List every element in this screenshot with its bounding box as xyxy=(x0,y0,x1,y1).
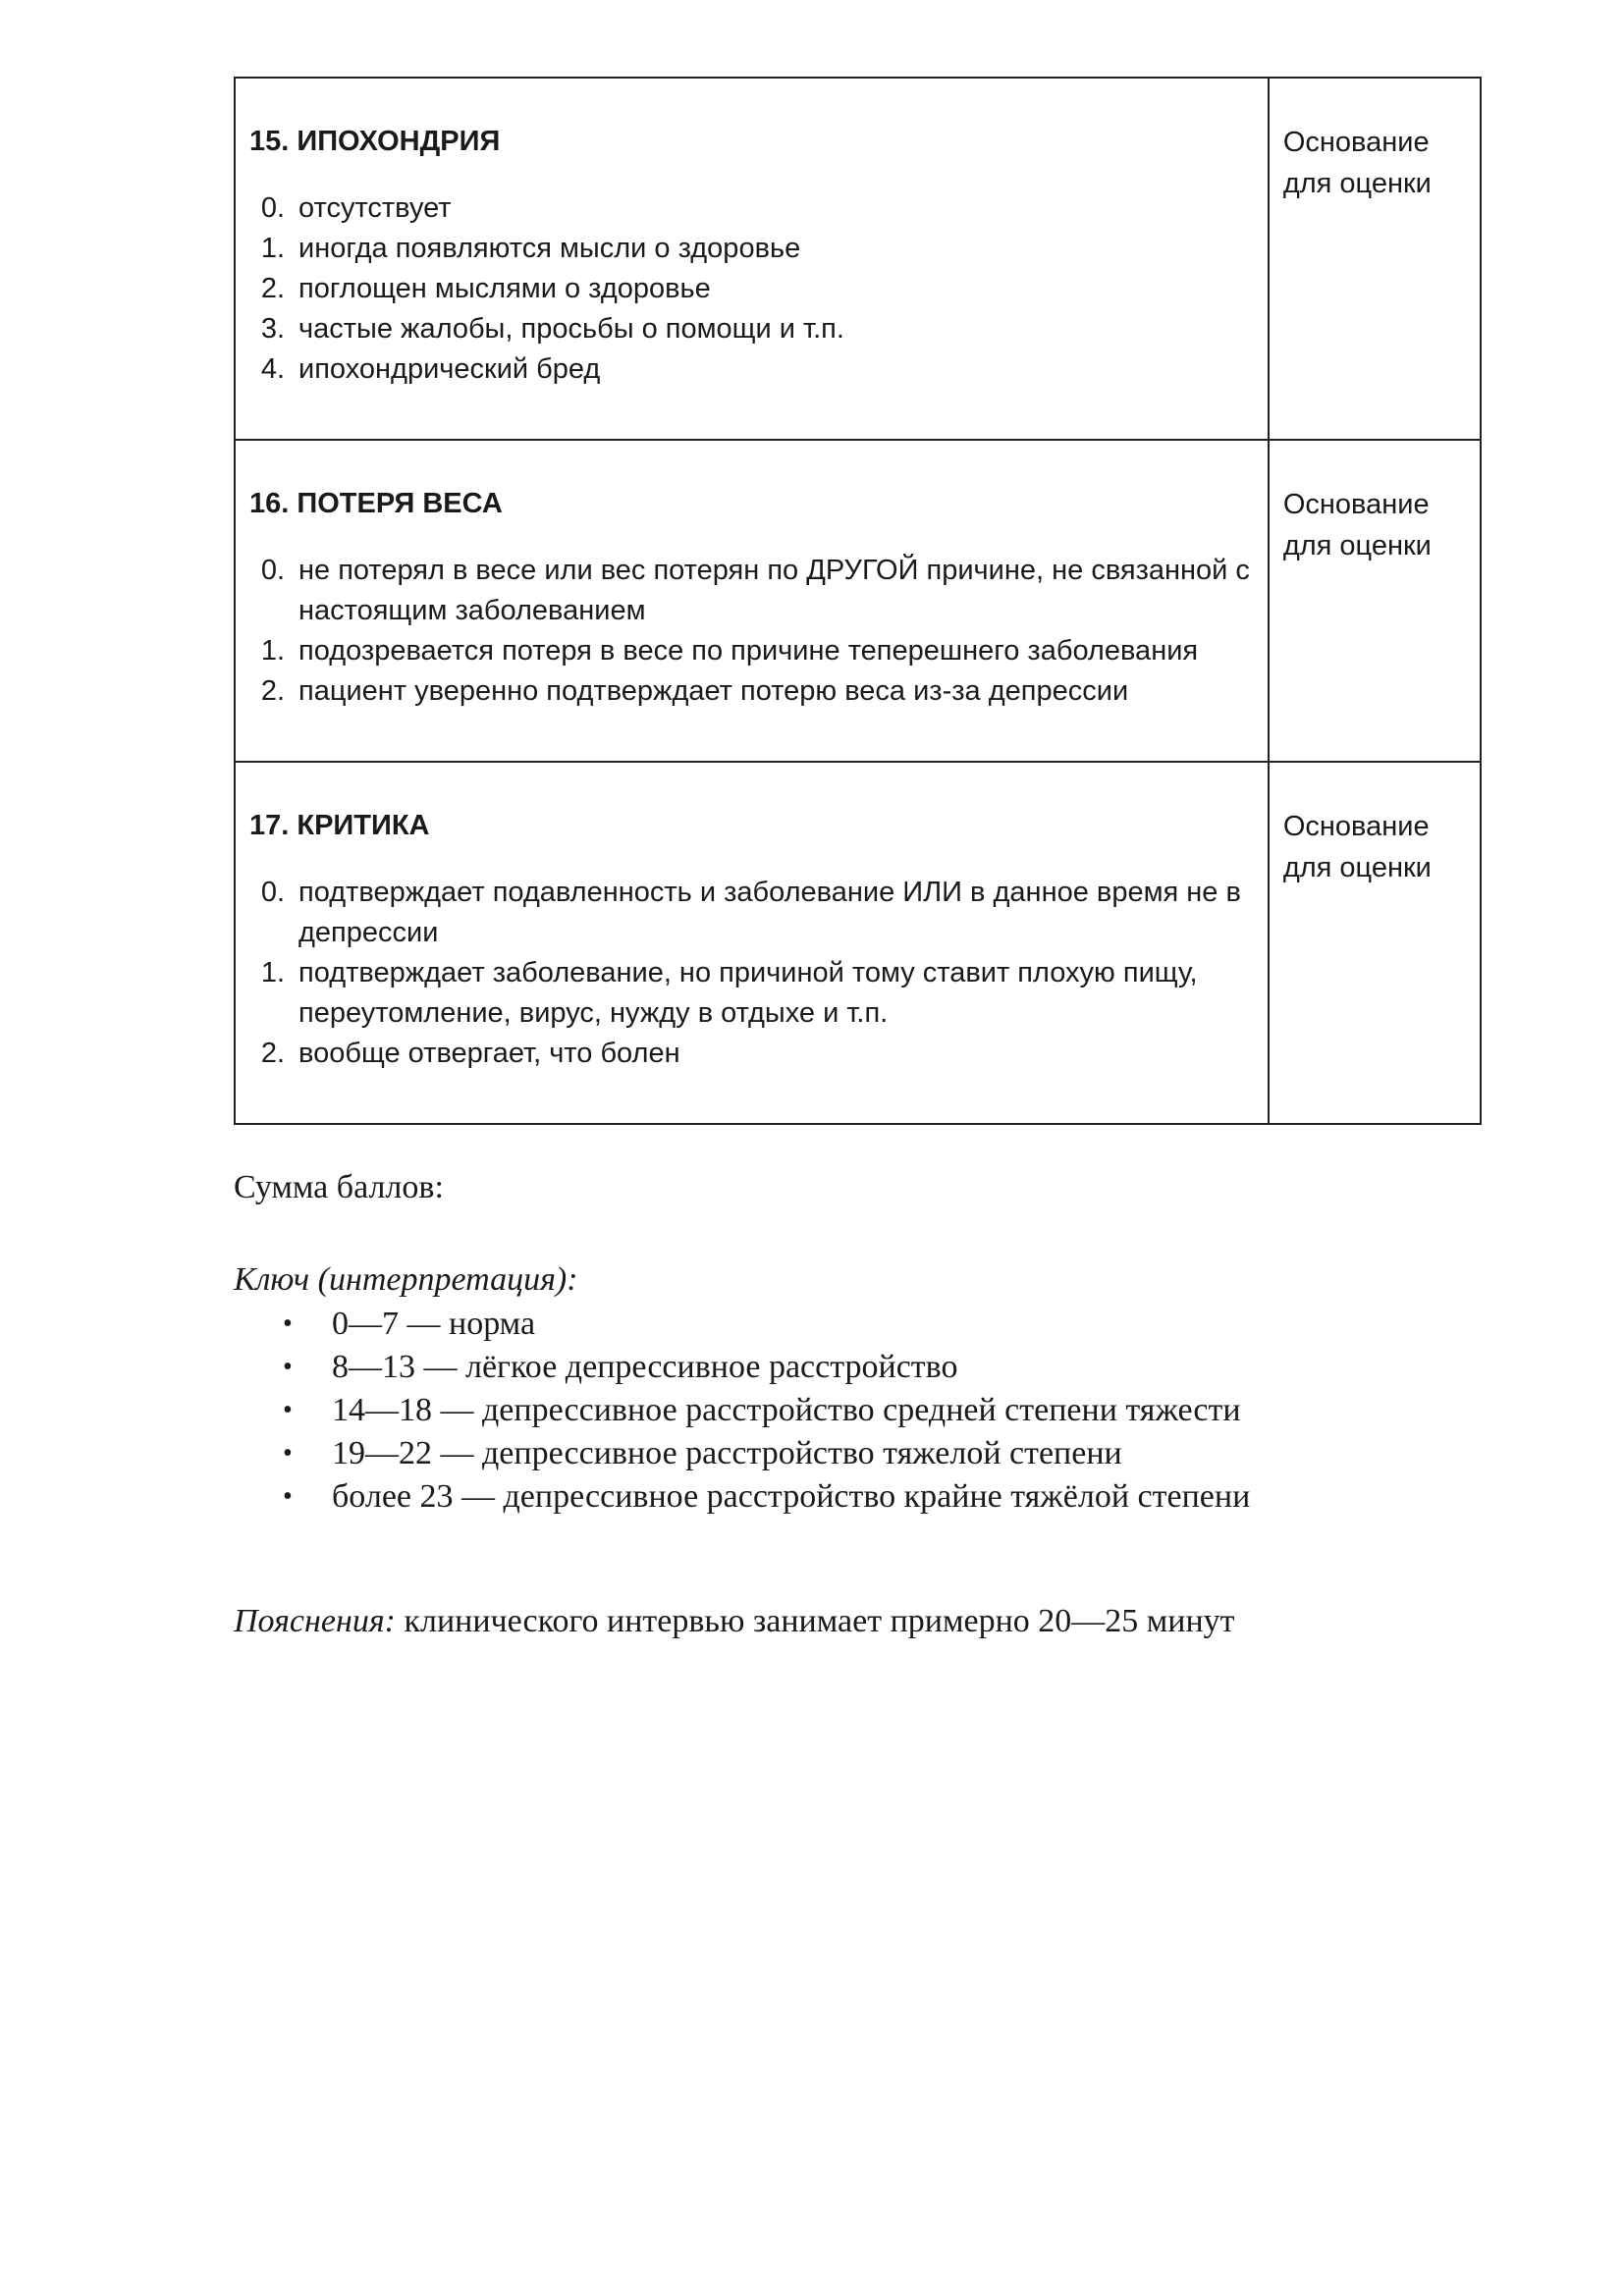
option-text: частые жалобы, просьбы о помощи и т.п. xyxy=(298,313,844,345)
basis-label-line: для оценки xyxy=(1282,530,1432,561)
basis-label-line: Основание xyxy=(1282,489,1430,520)
note-paragraph xyxy=(234,1600,1235,1643)
item-row-insight xyxy=(235,762,1481,1124)
key-entry-text: 14—18 — депрессивное расстройство средней степени тяжести xyxy=(332,1392,1241,1428)
key-entry-text: более 23 — депрессивное расстройство крайне тяжёлой степени xyxy=(332,1478,1251,1515)
option-item xyxy=(249,1034,1256,1074)
assessment-table xyxy=(234,77,1482,1125)
option-number: 2. xyxy=(260,273,285,304)
option-text: подтверждает подавленность и заболевание ИЛИ в данное время не в депрессии xyxy=(298,877,1241,948)
option-item xyxy=(249,349,1256,390)
bullet-icon: • xyxy=(283,1352,293,1382)
option-item xyxy=(249,551,1256,631)
basis-label-line: для оценки xyxy=(1282,852,1432,883)
basis-label-line: Основание xyxy=(1282,127,1430,158)
note-text: клинического интервью занимает примерно 20—25 минут xyxy=(395,1603,1235,1639)
option-text: подтверждает заболевание, но причиной тому ставит плохую пищу, переутомление, вирус, нужду в отдыхе и т.п. xyxy=(298,957,1198,1029)
option-text: поглощен мыслями о здоровье xyxy=(298,273,711,304)
basis-cell xyxy=(1269,78,1481,440)
item-title: 16. ПОТЕРЯ ВЕСА xyxy=(249,488,503,519)
bullet-icon: • xyxy=(283,1308,293,1339)
basis-cell xyxy=(1269,440,1481,762)
option-item xyxy=(249,309,1256,349)
note-label: Пояснения: xyxy=(234,1603,396,1639)
option-item xyxy=(249,671,1256,712)
bullet-icon: • xyxy=(283,1395,293,1425)
key-entry xyxy=(234,1475,1250,1519)
key-title: Ключ (интерпретация): xyxy=(234,1261,578,1298)
option-list xyxy=(249,188,1256,390)
option-text: ипохондрический бред xyxy=(298,353,601,385)
option-number: 2. xyxy=(260,675,285,707)
option-number: 2. xyxy=(260,1038,285,1069)
item-title: 15. ИПОХОНДРИЯ xyxy=(249,126,501,157)
option-text: не потерял в весе или вес потерян по ДРУГОЙ причине, не связанной с настоящим заболеванием xyxy=(298,555,1250,626)
option-text: пациент уверенно подтверждает потерю веса из-за депрессии xyxy=(298,675,1129,707)
key-entry-text: 19—22 — депрессивное расстройство тяжелой степени xyxy=(332,1435,1122,1471)
basis-label-line: для оценки xyxy=(1282,168,1432,199)
key-entry-text: 0—7 — норма xyxy=(332,1306,536,1342)
key-entry xyxy=(234,1389,1250,1432)
item-row-hypochondria xyxy=(235,78,1481,440)
option-number: 0. xyxy=(260,877,285,908)
option-number: 1. xyxy=(260,957,285,988)
option-number: 0. xyxy=(260,555,285,586)
key-entry xyxy=(234,1303,1250,1346)
item-content-cell xyxy=(235,762,1269,1124)
key-list xyxy=(234,1303,1250,1519)
key-entry xyxy=(234,1346,1250,1389)
basis-label-line: Основание xyxy=(1282,811,1430,842)
option-list xyxy=(249,551,1256,712)
option-text: иногда появляются мысли о здоровье xyxy=(298,233,801,264)
option-item xyxy=(249,229,1256,269)
bullet-icon: • xyxy=(283,1438,293,1468)
option-text: подозревается потеря в весе по причине теперешнего заболевания xyxy=(298,635,1199,667)
option-number: 0. xyxy=(260,192,285,224)
option-text: вообще отвергает, что болен xyxy=(298,1038,680,1069)
basis-cell xyxy=(1269,762,1481,1124)
option-item xyxy=(249,631,1256,671)
option-item xyxy=(249,873,1256,953)
option-item xyxy=(249,269,1256,309)
option-number: 1. xyxy=(260,635,285,667)
item-row-weight-loss xyxy=(235,440,1481,762)
item-title: 17. КРИТИКА xyxy=(249,810,430,841)
score-sum-label: Сумма баллов: xyxy=(234,1169,444,1205)
option-number: 4. xyxy=(260,353,285,385)
item-content-cell xyxy=(235,440,1269,762)
key-entry xyxy=(234,1432,1250,1475)
option-item xyxy=(249,188,1256,229)
option-number: 1. xyxy=(260,233,285,264)
option-number: 3. xyxy=(260,313,285,345)
option-text: отсутствует xyxy=(298,192,452,224)
option-list xyxy=(249,873,1256,1074)
key-entry-text: 8—13 — лёгкое депрессивное расстройство xyxy=(332,1349,958,1385)
bullet-icon: • xyxy=(283,1481,293,1512)
option-item xyxy=(249,953,1256,1034)
item-content-cell xyxy=(235,78,1269,440)
